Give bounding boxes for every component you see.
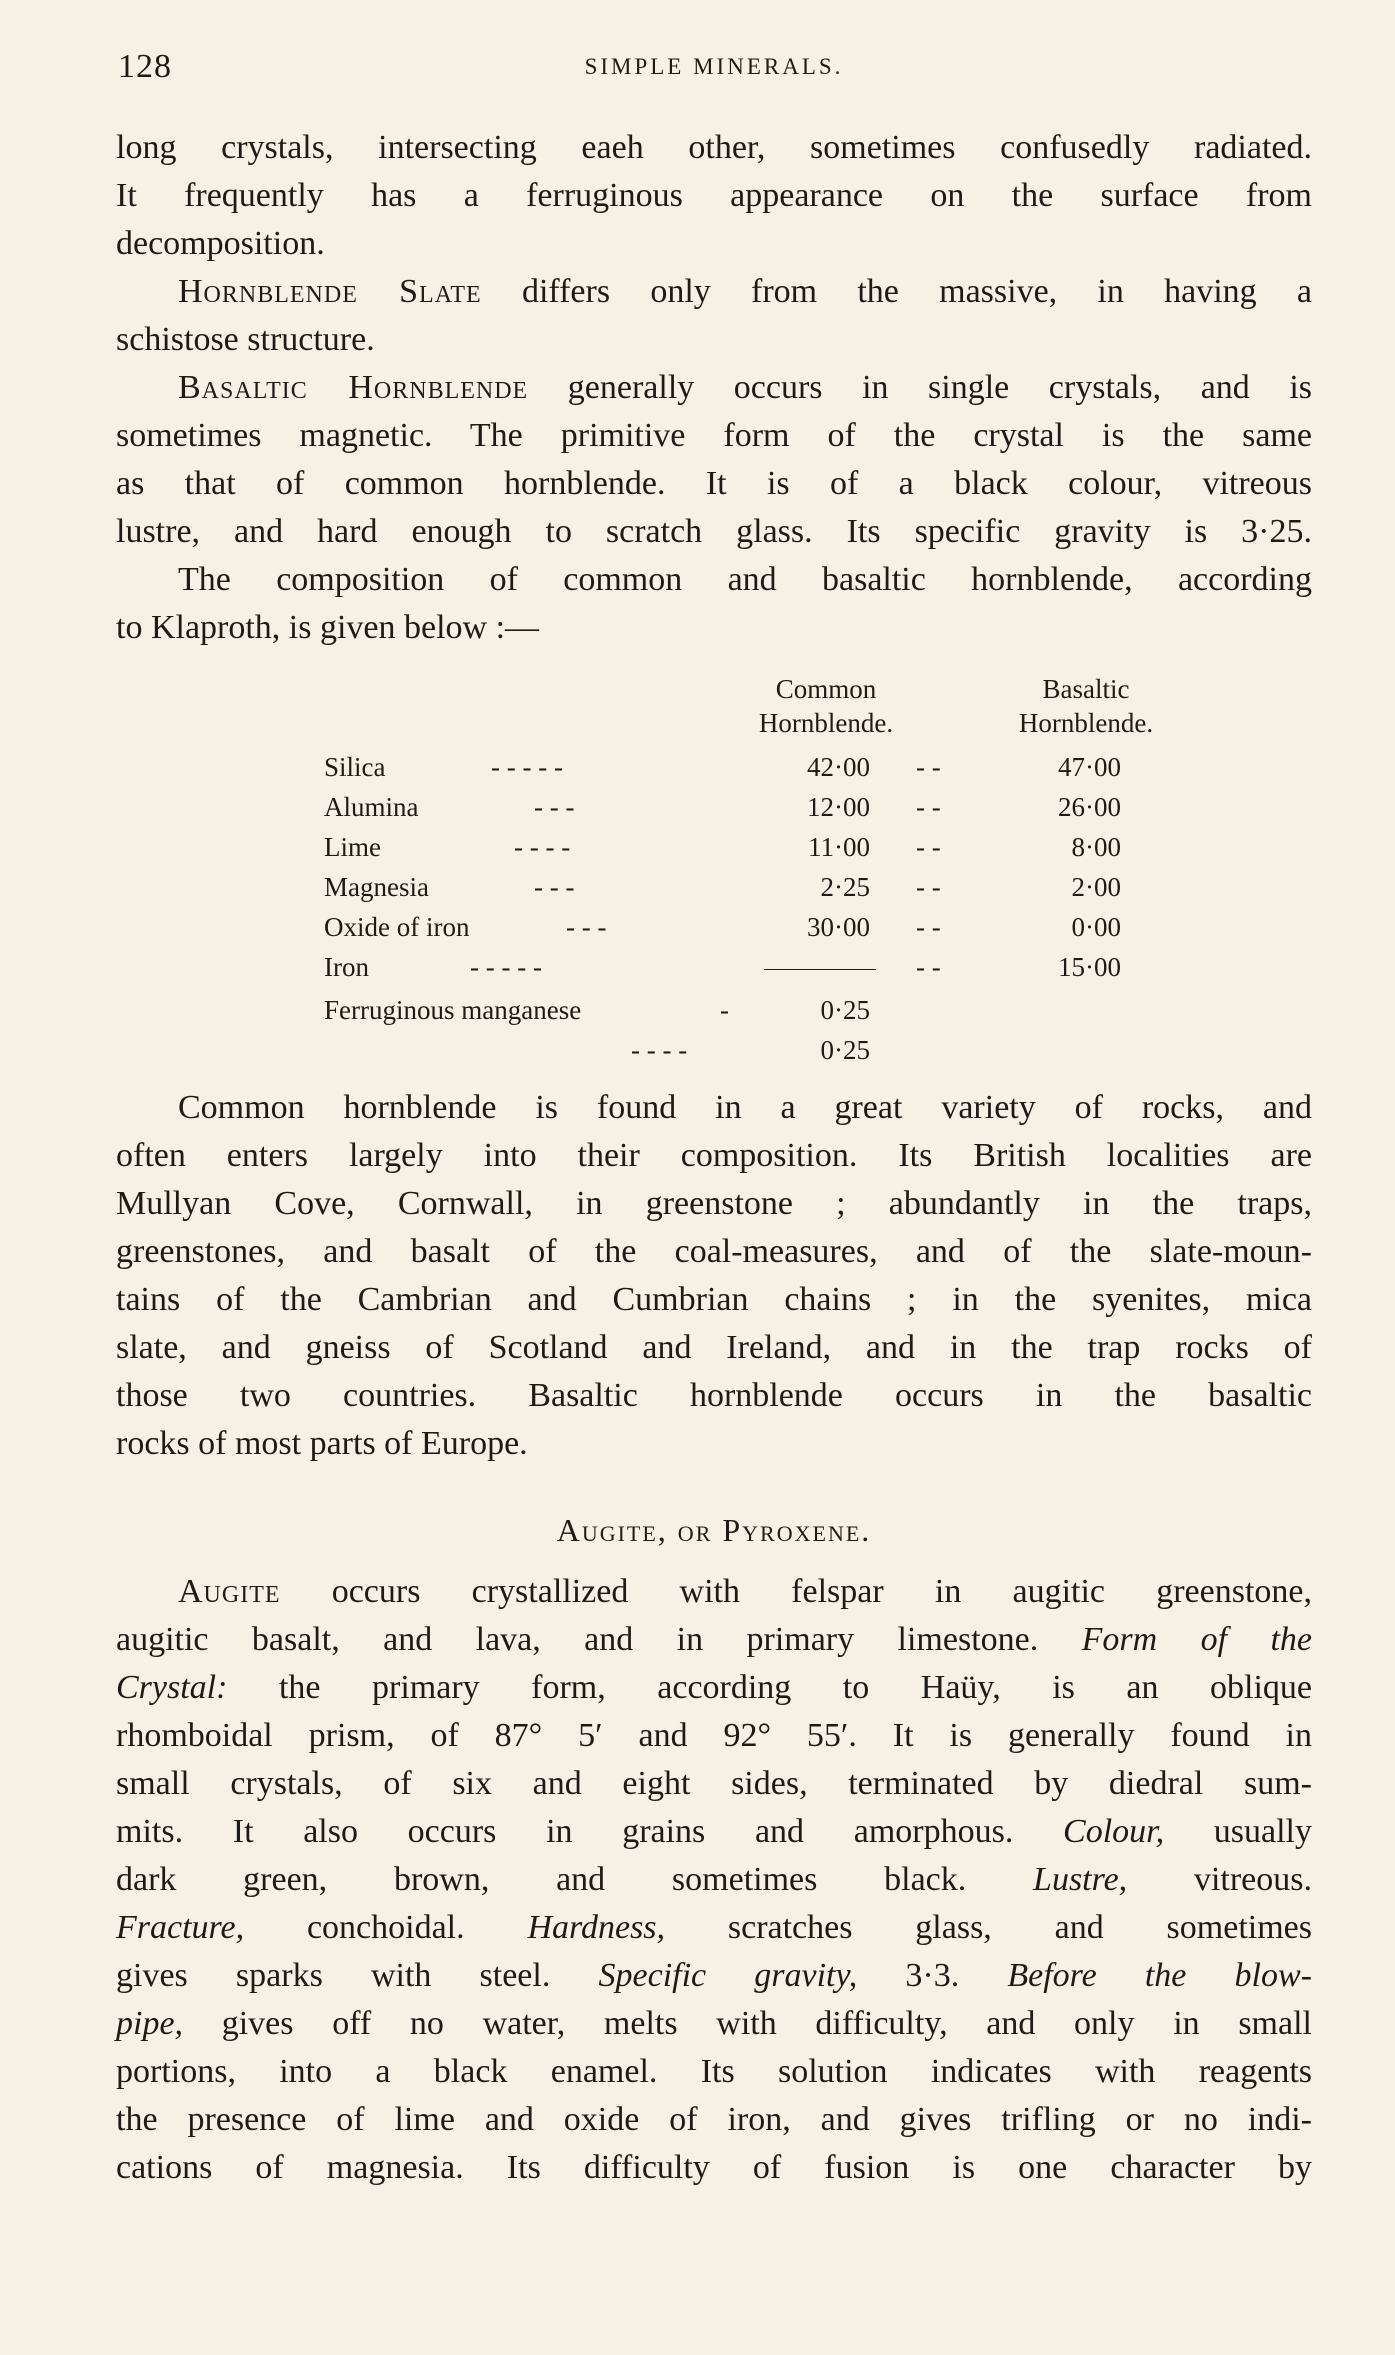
text-line [116, 1956, 1312, 1996]
text-span: the primary form, according to Haüy, is an oblique [227, 1669, 1312, 1706]
common-value: 0·25 [820, 1035, 870, 1065]
basaltic-value: 26·00 [1058, 792, 1121, 822]
row-leader: - - - - [514, 832, 571, 862]
row-name: Silica [324, 752, 386, 782]
row-separator: - - [916, 832, 941, 862]
text-span: generally occurs in single crystals, and is [528, 369, 1313, 406]
text-line: cations of magnesia. Its difficulty of fusion is one character by [116, 2149, 1312, 2186]
text-line [116, 1572, 1312, 1612]
text-span: vitreous. [1127, 1861, 1312, 1898]
italic-term: Colour, [1063, 1813, 1165, 1850]
row-name: Alumina [324, 792, 419, 822]
text-line: the presence of lime and oxide of iron, and gives trifling or no indi- [116, 2101, 1312, 2138]
text-span: usually [1164, 1813, 1313, 1850]
italic-term: Form of the [1081, 1621, 1312, 1658]
text-line: tains of the Cambrian and Cumbrian chains ; in the syenites, mica [116, 1281, 1312, 1318]
row-name: Magnesia [324, 872, 429, 902]
common-value: 11·00 [808, 832, 870, 862]
text-line [116, 1620, 1312, 1660]
row-leader: - - - - [631, 1035, 688, 1065]
text-line: rhomboidal prism, of 87° 5′ and 92° 55′. It is generally found in [116, 1717, 1312, 1754]
text-span: differs only from the massive, in having a [481, 273, 1312, 310]
italic-term: Fracture, [116, 1909, 245, 1946]
section-heading: Augite, or Pyroxene. [556, 1512, 872, 1548]
row-separator: - - [916, 912, 941, 942]
text-line: long crystals, intersecting eaeh other, sometimes confusedly radiated. [116, 129, 1312, 166]
basaltic-value: 0·00 [1071, 912, 1121, 942]
text-line: rocks of most parts of Europe. [116, 1425, 528, 1462]
mineral-term: Basaltic Hornblende [178, 369, 529, 406]
col-header-line: Hornblende. [758, 708, 894, 738]
row-leader: - - - [534, 872, 575, 902]
row-separator: - - [916, 752, 941, 782]
italic-term: Crystal: [116, 1669, 228, 1706]
text-line: lustre, and hard enough to scratch glass. Its specific gravity is 3·25. [116, 513, 1312, 550]
italic-term: Hardness, [527, 1909, 666, 1946]
col-header-common [686, 672, 966, 740]
row-leader: - - - [534, 792, 575, 822]
text-span: conchoidal. [244, 1909, 528, 1946]
common-value: 0·25 [820, 995, 870, 1025]
row-separator: - - [916, 792, 941, 822]
text-line [116, 1908, 1312, 1948]
text-span: 3·3. [857, 1957, 1008, 1994]
col-header-line: Hornblende. [1018, 708, 1154, 738]
text-line: sometimes magnetic. The primitive form of the crystal is the same [116, 417, 1312, 454]
text-line: slate, and gneiss of Scotland and Ireland, and in the trap rocks of [116, 1329, 1312, 1366]
text-line: often enters largely into their composition. Its British localities are [116, 1137, 1312, 1174]
text-line: small crystals, of six and eight sides, terminated by diedral sum- [116, 1765, 1312, 1802]
text-span: augitic basalt, and lava, and in primary limestone. [116, 1621, 1082, 1658]
row-name: Ferruginous manganese [324, 995, 582, 1025]
text-line [116, 2004, 1312, 2044]
text-line: decomposition. [116, 225, 325, 262]
common-value: 12·00 [807, 792, 870, 822]
text-line: to Klaproth, is given below :— [116, 609, 540, 646]
text-line [116, 1812, 1312, 1852]
italic-term: Lustre, [1033, 1861, 1128, 1898]
text-span: dark green, brown, and sometimes black. [116, 1861, 1034, 1898]
row-name: Lime [324, 832, 381, 862]
col-header-line: Basaltic [1042, 674, 1130, 704]
text-line [116, 1860, 1312, 1900]
row-name: Oxide of iron [324, 912, 470, 942]
row-separator: - - [916, 872, 941, 902]
italic-term: Before the blow- [1007, 1957, 1312, 1994]
text-span: gives off no water, melts with difficulty, and only in small [183, 2005, 1312, 2042]
text-line [116, 1668, 1312, 1708]
common-value: 2·25 [820, 872, 870, 902]
text-line: as that of common hornblende. It is of a black colour, vitreous [116, 465, 1312, 502]
row-leader: - [720, 995, 729, 1025]
text-span: scratches glass, and sometimes [665, 1909, 1312, 1946]
italic-term: pipe, [116, 2005, 184, 2042]
page-number: 128 [118, 48, 172, 85]
text-line: It frequently has a ferruginous appearance on the surface from [116, 177, 1312, 214]
col-header-line: Common [775, 674, 877, 704]
running-title: SIMPLE MINERALS. [584, 54, 844, 79]
row-leader: - - - [566, 912, 607, 942]
text-line: greenstones, and basalt of the coal-measures, and of the slate-moun- [116, 1233, 1312, 1270]
text-line: Mullyan Cove, Cornwall, in greenstone ; abundantly in the traps, [116, 1185, 1312, 1222]
row-leader: - - - - - [470, 952, 542, 982]
row-name: Iron [324, 952, 369, 982]
italic-term: Specific gravity, [598, 1957, 858, 1994]
basaltic-value: 8·00 [1071, 832, 1121, 862]
text-span: mits. It also occurs in grains and amorphous. [116, 1813, 1064, 1850]
row-separator: - - [916, 952, 941, 982]
text-line: those two countries. Basaltic hornblende occurs in the basaltic [116, 1377, 1312, 1414]
text-line: schistose structure. [116, 321, 375, 358]
text-line [116, 272, 1312, 312]
mineral-term: Augite [178, 1573, 281, 1610]
col-header-basaltic [936, 672, 1236, 740]
basaltic-value: 2·00 [1071, 872, 1121, 902]
basaltic-value: 15·00 [1058, 952, 1121, 982]
basaltic-value: 47·00 [1058, 752, 1121, 782]
common-value: 42·00 [807, 752, 870, 782]
text-span: occurs crystallized with felspar in augitic greenstone, [280, 1573, 1312, 1610]
text-line [116, 368, 1312, 408]
text-line: Common hornblende is found in a great variety of rocks, and [178, 1089, 1312, 1126]
mineral-term: Hornblende Slate [178, 273, 482, 310]
row-leader: - - - - - [491, 752, 563, 782]
text-line: The composition of common and basaltic hornblende, according [178, 561, 1312, 598]
page-header [116, 48, 1312, 88]
text-span: gives sparks with steel. [116, 1957, 599, 1994]
text-line: portions, into a black enamel. Its solution indicates with reagents [116, 2053, 1312, 2090]
empty-value-rule [764, 969, 876, 970]
common-value: 30·00 [807, 912, 870, 942]
